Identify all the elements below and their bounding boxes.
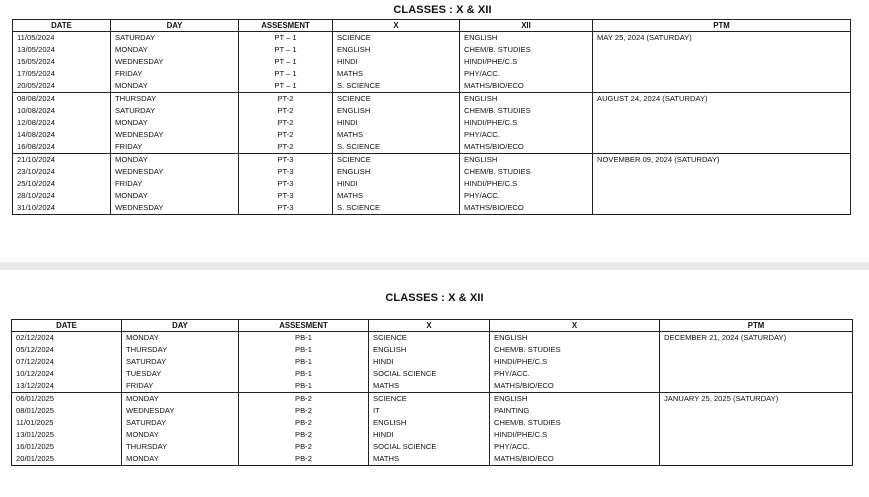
class-x-subject-cell: SCIENCE [369,393,490,406]
assessment-cell: PB-2 [239,405,369,417]
ptm-date-cell: NOVEMBER 09, 2024 (SATURDAY) [593,154,851,215]
header-row [13,20,851,32]
date-cell: 07/12/2024 [12,356,122,368]
day-cell: WEDNESDAY [122,405,239,417]
ptm-date-cell: MAY 25, 2024 (SATURDAY) [593,32,851,93]
day-cell: FRIDAY [111,141,239,154]
ptm-header: PTM [660,320,853,332]
class-xii-subject-cell: HINDI/PHE/C.S [490,356,660,368]
class-x-subject-cell: SCIENCE [333,32,460,45]
class-x-subject-cell: ENGLISH [333,44,460,56]
date-cell: 13/12/2024 [12,380,122,393]
class-x-subject-cell: ENGLISH [369,417,490,429]
day-cell: MONDAY [122,429,239,441]
class-xii-subject-cell: CHEM/B. STUDIES [490,344,660,356]
assessment-cell: PT-2 [239,105,333,117]
day-header: DAY [122,320,239,332]
class-x-subject-cell: HINDI [333,178,460,190]
class-x-subject-cell: ENGLISH [369,344,490,356]
class-x-subject-cell: ENGLISH [333,166,460,178]
class-x-subject-cell: SOCIAL SCIENCE [369,441,490,453]
ptm-date-cell: DECEMBER 21, 2024 (SATURDAY) [660,332,853,393]
date-cell: 13/01/2025 [12,429,122,441]
class-x-subject-cell: SCIENCE [333,93,460,106]
date-cell: 20/05/2024 [13,80,111,93]
table-row [13,154,851,167]
class-x-subject-cell: HINDI [369,429,490,441]
class-xii-subject-cell: PAINTING [490,405,660,417]
assessment-cell: PT-3 [239,202,333,215]
class-x-subject-cell: SCIENCE [369,332,490,345]
class-xii-subject-cell: PHY/ACC. [460,190,593,202]
class-xii-subject-cell: PHY/ACC. [490,441,660,453]
day-cell: MONDAY [122,453,239,466]
day-cell: THURSDAY [122,344,239,356]
class-xii-subject-cell: MATHS/BIO/ECO [490,380,660,393]
class-xii-subject-cell: PHY/ACC. [490,368,660,380]
assessment-cell: PT – 1 [239,44,333,56]
date-cell: 16/08/2024 [13,141,111,154]
assessment-cell: PB-1 [239,344,369,356]
class-xii-subject-cell: ENGLISH [460,154,593,167]
date-cell: 05/12/2024 [12,344,122,356]
sheet1-title: CLASSES : X & XII [393,4,492,16]
day-cell: MONDAY [111,154,239,167]
class-xii-subject-cell: PHY/ACC. [460,68,593,80]
class-xii-subject-cell: PHY/ACC. [460,129,593,141]
assessment-cell: PT-2 [239,93,333,106]
class-x-subject-cell: S. SCIENCE [333,141,460,154]
date-cell: 10/08/2024 [13,105,111,117]
class-xii-subject-cell: MATHS/BIO/ECO [460,202,593,215]
assessment-cell: PT – 1 [239,56,333,68]
page-separator [0,262,869,270]
sheet2-title: CLASSES : X & XII [385,292,484,304]
schedule-table-2 [11,319,853,466]
day-cell: MONDAY [111,44,239,56]
class-x-subject-cell: SCIENCE [333,154,460,167]
class-xii-subject-cell: MATHS/BIO/ECO [490,453,660,466]
class-xii-subject-cell: CHEM/B. STUDIES [490,417,660,429]
header-row [12,320,853,332]
day-cell: SATURDAY [122,417,239,429]
assessment-cell: PB-2 [239,453,369,466]
date-cell: 12/08/2024 [13,117,111,129]
date-cell: 13/05/2024 [13,44,111,56]
assessment-cell: PT-3 [239,178,333,190]
class-x-header: X [333,20,460,32]
class-x-header: X [369,320,490,332]
assessment-cell: PT-3 [239,190,333,202]
date-header: DATE [13,20,111,32]
assessment-cell: PB-2 [239,429,369,441]
class-x-subject-cell: SOCIAL SCIENCE [369,368,490,380]
class-x-subject-cell: MATHS [333,190,460,202]
day-cell: THURSDAY [111,93,239,106]
date-cell: 11/01/2025 [12,417,122,429]
date-cell: 11/05/2024 [13,32,111,45]
assessment-cell: PT-2 [239,141,333,154]
date-cell: 15/05/2024 [13,56,111,68]
class-xii-subject-cell: ENGLISH [490,332,660,345]
day-cell: WEDNESDAY [111,129,239,141]
date-cell: 20/01/2025 [12,453,122,466]
assessment-cell: PT – 1 [239,32,333,45]
class-xii-subject-cell: CHEM/B. STUDIES [460,166,593,178]
assessment-cell: PB-1 [239,380,369,393]
day-cell: FRIDAY [111,68,239,80]
assessment-cell: PB-2 [239,393,369,406]
class-x-subject-cell: MATHS [333,68,460,80]
date-cell: 06/01/2025 [12,393,122,406]
date-cell: 16/01/2025 [12,441,122,453]
date-cell: 14/08/2024 [13,129,111,141]
class-xii-subject-cell: HINDI/PHE/C.S [460,178,593,190]
day-cell: TUESDAY [122,368,239,380]
class-x-subject-cell: MATHS [369,380,490,393]
date-cell: 08/08/2024 [13,93,111,106]
class-xii-subject-cell: CHEM/B. STUDIES [460,105,593,117]
class-xii-subject-cell: ENGLISH [460,32,593,45]
day-cell: SATURDAY [111,32,239,45]
class-xii-subject-cell: MATHS/BIO/ECO [460,80,593,93]
class-x-subject-cell: MATHS [333,129,460,141]
date-cell: 28/10/2024 [13,190,111,202]
date-cell: 25/10/2024 [13,178,111,190]
schedule-table-1 [12,19,851,215]
assessment-header: ASSESMENT [239,20,333,32]
assessment-cell: PB-1 [239,368,369,380]
class-xii-header: X [490,320,660,332]
date-cell: 10/12/2024 [12,368,122,380]
table-row [13,93,851,106]
class-x-subject-cell: S. SCIENCE [333,80,460,93]
class-xii-subject-cell: HINDI/PHE/C.S [460,56,593,68]
class-x-subject-cell: MATHS [369,453,490,466]
assessment-cell: PB-1 [239,356,369,368]
day-cell: MONDAY [111,80,239,93]
date-cell: 31/10/2024 [13,202,111,215]
date-cell: 02/12/2024 [12,332,122,345]
day-cell: WEDNESDAY [111,56,239,68]
day-header: DAY [111,20,239,32]
class-xii-subject-cell: ENGLISH [460,93,593,106]
date-cell: 23/10/2024 [13,166,111,178]
day-cell: MONDAY [122,332,239,345]
class-xii-subject-cell: CHEM/B. STUDIES [460,44,593,56]
date-cell: 21/10/2024 [13,154,111,167]
class-x-subject-cell: ENGLISH [333,105,460,117]
day-cell: FRIDAY [111,178,239,190]
assessment-cell: PT-2 [239,129,333,141]
assessment-cell: PT-3 [239,166,333,178]
class-xii-subject-cell: MATHS/BIO/ECO [460,141,593,154]
assessment-cell: PB-2 [239,417,369,429]
day-cell: THURSDAY [122,441,239,453]
assessment-cell: PB-1 [239,332,369,345]
assessment-cell: PT-3 [239,154,333,167]
day-cell: SATURDAY [111,105,239,117]
table-row [12,393,853,406]
day-cell: MONDAY [122,393,239,406]
class-x-subject-cell: HINDI [333,117,460,129]
ptm-date-cell: AUGUST 24, 2024 (SATURDAY) [593,93,851,154]
day-cell: MONDAY [111,117,239,129]
date-cell: 17/05/2024 [13,68,111,80]
class-xii-subject-cell: ENGLISH [490,393,660,406]
date-cell: 08/01/2025 [12,405,122,417]
assessment-cell: PT – 1 [239,80,333,93]
assessment-header: ASSESMENT [239,320,369,332]
day-cell: FRIDAY [122,380,239,393]
class-x-subject-cell: S. SCIENCE [333,202,460,215]
class-xii-header: XII [460,20,593,32]
ptm-date-cell: JANUARY 25, 2025 (SATURDAY) [660,393,853,466]
day-cell: WEDNESDAY [111,166,239,178]
ptm-header: PTM [593,20,851,32]
class-x-subject-cell: HINDI [369,356,490,368]
assessment-cell: PT-2 [239,117,333,129]
class-x-subject-cell: HINDI [333,56,460,68]
day-cell: MONDAY [111,190,239,202]
class-xii-subject-cell: HINDI/PHE/C.S [490,429,660,441]
class-x-subject-cell: IT [369,405,490,417]
day-cell: SATURDAY [122,356,239,368]
assessment-cell: PB-2 [239,441,369,453]
assessment-cell: PT – 1 [239,68,333,80]
table-row [12,332,853,345]
date-header: DATE [12,320,122,332]
day-cell: WEDNESDAY [111,202,239,215]
table-row [13,32,851,45]
class-xii-subject-cell: HINDI/PHE/C.S [460,117,593,129]
